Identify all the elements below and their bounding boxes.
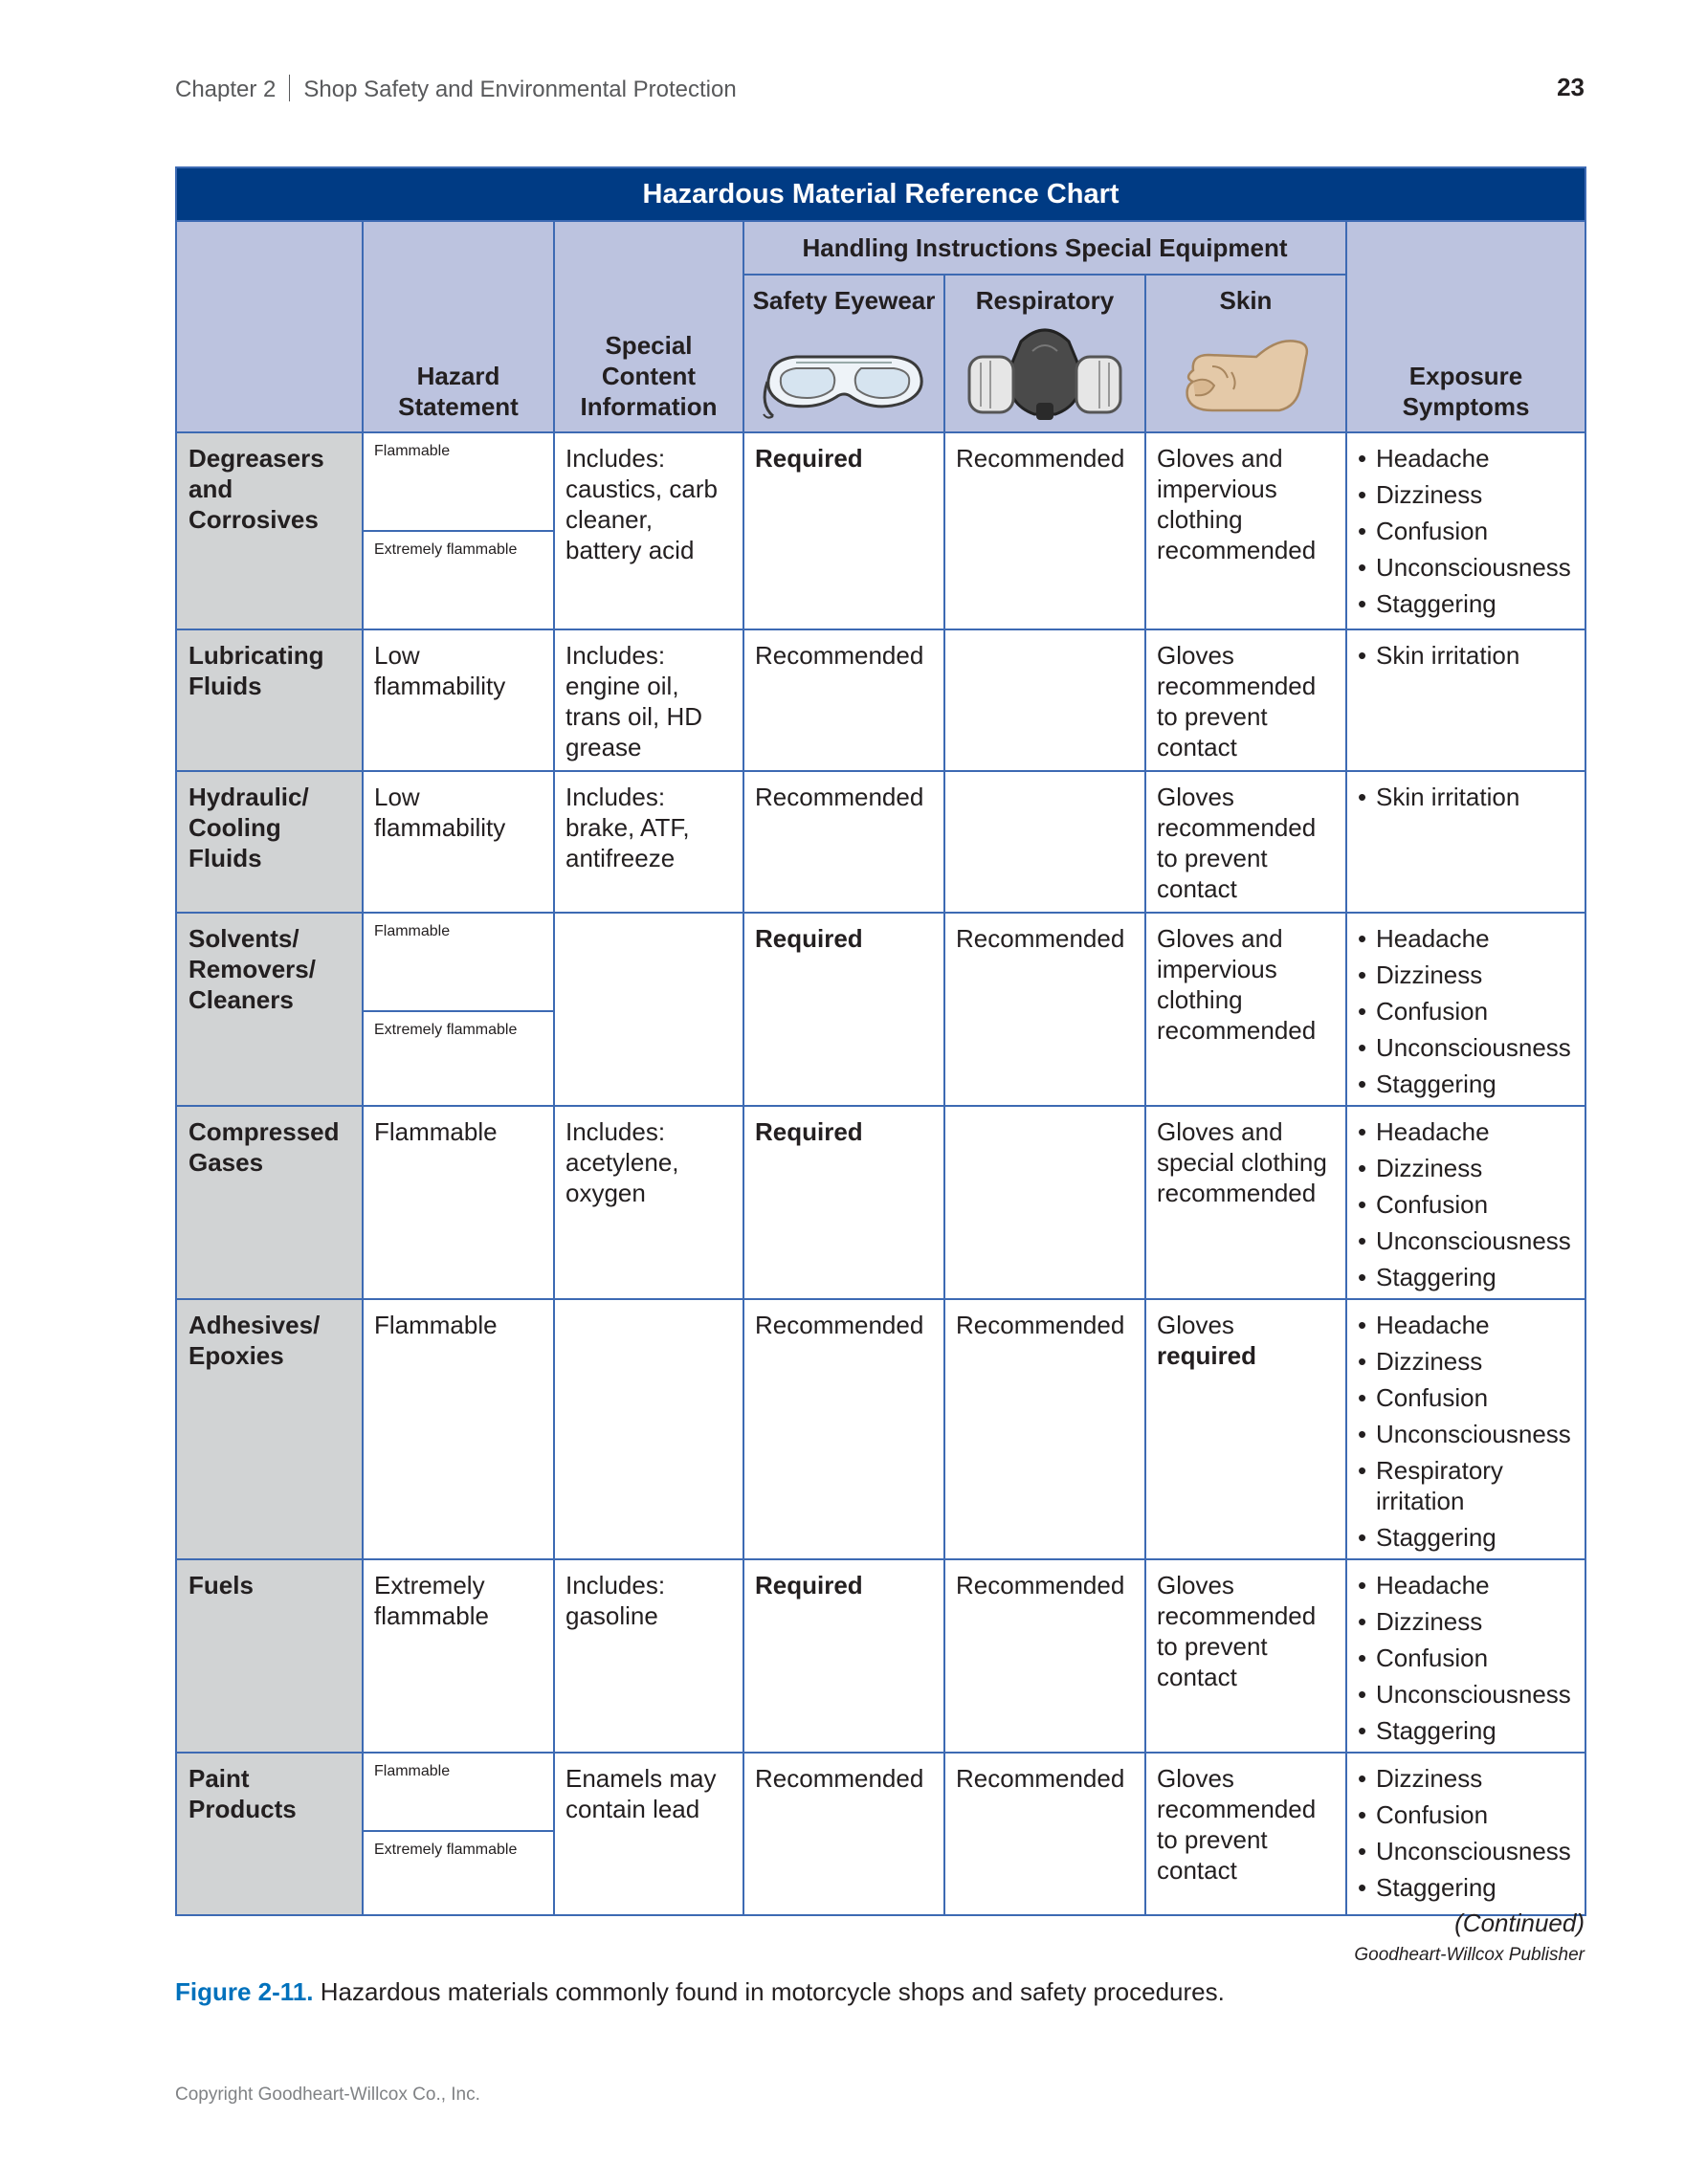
symptom-item: • Staggering <box>1358 1069 1575 1099</box>
respiratory-cell: Recommended <box>944 1559 1145 1753</box>
exposure-symptoms-header: Exposure Symptoms <box>1346 221 1585 432</box>
special-content-cell: Includes: gasoline <box>554 1559 743 1753</box>
table-row <box>176 771 1585 913</box>
hazard-statement-primary: Flammable <box>364 914 553 1012</box>
eyewear-cell: Recommended <box>743 1299 944 1559</box>
publisher-credit: Goodheart-Willcox Publisher <box>1354 1945 1585 1965</box>
table-row <box>176 1753 1585 1915</box>
symptom-item: • Headache <box>1358 1116 1575 1147</box>
respiratory-cell: Recommended <box>944 1299 1145 1559</box>
symptom-item: • Confusion <box>1358 1382 1575 1413</box>
symptom-item: • Headache <box>1358 443 1575 474</box>
skin-text: Gloves <box>1157 1311 1234 1339</box>
symptom-item: • Skin irritation <box>1358 782 1575 812</box>
symptom-item: • Unconsciousness <box>1358 1419 1575 1449</box>
respiratory-cell <box>944 1106 1145 1299</box>
safety-eyewear-label: Safety Eyewear <box>752 286 936 315</box>
special-content-cell: Includes: brake, ATF, antifreeze <box>554 771 743 913</box>
skin-cell: Gloves recommended to prevent contact <box>1145 629 1346 771</box>
skin-cell: Gloves and impervious clothing recommended <box>1145 432 1346 629</box>
eyewear-cell: Required <box>743 432 944 629</box>
category-cell: Solvents/ Removers/ Cleaners <box>176 913 363 1106</box>
category-cell: Hydraulic/ Cooling Fluids <box>176 771 363 913</box>
special-content-header: Special Content Information <box>554 221 743 432</box>
respiratory-cell: Recommended <box>944 432 1145 629</box>
respiratory-label: Respiratory <box>975 286 1115 315</box>
table-row <box>176 913 1585 1106</box>
hazard-statement-cell <box>363 1753 554 1915</box>
skin-cell: Gloves and special clothing recommended <box>1145 1106 1346 1299</box>
running-head-chapter <box>175 75 737 103</box>
symptom-item: • Dizziness <box>1358 1153 1575 1183</box>
eyewear-cell: Required <box>743 1106 944 1299</box>
hazard-statement-primary: Flammable <box>364 1754 553 1832</box>
symptom-item: • Headache <box>1358 923 1575 954</box>
symptom-item: • Dizziness <box>1358 960 1575 990</box>
hazard-statement-cell <box>363 432 554 629</box>
symptom-item: • Dizziness <box>1358 1346 1575 1377</box>
hazard-statement-cell: Flammable <box>363 1106 554 1299</box>
hazard-statement-secondary: Extremely flammable <box>374 541 518 558</box>
eyewear-cell: Recommended <box>743 629 944 771</box>
symptom-list <box>1358 923 1575 1099</box>
hazard-statement-cell: Extremely flammable <box>363 1559 554 1753</box>
symptom-item: • Unconsciousness <box>1358 552 1575 583</box>
figure-caption-text: Hazardous materials commonly found in motorcycle shops and safety procedures. <box>320 1977 1225 2006</box>
copyright-notice: Copyright Goodheart-Willcox Co., Inc. <box>175 2085 480 2105</box>
symptom-list <box>1358 443 1575 619</box>
safety-eyewear-header <box>743 275 944 432</box>
symptom-item: • Dizziness <box>1358 479 1575 510</box>
table-row <box>176 629 1585 771</box>
special-content-cell: Enamels may contain lead <box>554 1753 743 1915</box>
hazard-statement-primary: Flammable <box>364 433 553 532</box>
category-cell: Compressed Gases <box>176 1106 363 1299</box>
category-cell: Degreasers and Corrosives <box>176 432 363 629</box>
skin-cell: Gloves and impervious clothing recommended <box>1145 913 1346 1106</box>
skin-cell: Gloves recommended to prevent contact <box>1145 1753 1346 1915</box>
hazard-statement-cell: Flammable <box>363 1299 554 1559</box>
table-row <box>176 1106 1585 1299</box>
table-row <box>176 1559 1585 1753</box>
hazard-statement-secondary: Extremely flammable <box>374 1022 518 1038</box>
table-row <box>176 1299 1585 1559</box>
hazard-statement-cell: Low flammability <box>363 771 554 913</box>
respiratory-cell <box>944 771 1145 913</box>
symptom-item: • Headache <box>1358 1570 1575 1600</box>
symptom-list <box>1358 640 1575 671</box>
respiratory-cell: Recommended <box>944 913 1145 1106</box>
exposure-symptoms-cell <box>1346 1753 1585 1915</box>
exposure-symptoms-cell <box>1346 1559 1585 1753</box>
symptom-item: • Dizziness <box>1358 1763 1575 1794</box>
chapter-title: Shop Safety and Environmental Protection <box>303 77 737 102</box>
safety-goggles-icon <box>758 338 930 424</box>
gloved-hand-icon <box>1174 328 1318 424</box>
symptom-list <box>1358 1116 1575 1292</box>
hazard-statement-cell: Low flammability <box>363 629 554 771</box>
symptom-item: • Headache <box>1358 1310 1575 1340</box>
special-content-cell: Includes: engine oil, trans oil, HD grease <box>554 629 743 771</box>
symptom-item: • Staggering <box>1358 588 1575 619</box>
category-cell: Lubricating Fluids <box>176 629 363 771</box>
category-cell: Adhesives/ Epoxies <box>176 1299 363 1559</box>
running-head-divider <box>289 75 290 101</box>
symptom-item: • Confusion <box>1358 996 1575 1026</box>
symptom-list <box>1358 1763 1575 1903</box>
chapter-label: Chapter 2 <box>175 77 277 102</box>
symptom-item: • Confusion <box>1358 1643 1575 1673</box>
symptom-item: • Skin irritation <box>1358 640 1575 671</box>
symptom-item: • Staggering <box>1358 1872 1575 1903</box>
symptom-item: • Staggering <box>1358 1262 1575 1292</box>
symptom-list <box>1358 782 1575 812</box>
handling-instructions-header: Handling Instructions Special Equipment <box>743 221 1346 275</box>
symptom-item: • Confusion <box>1358 516 1575 546</box>
exposure-symptoms-cell <box>1346 1106 1585 1299</box>
continued-note: (Continued) <box>1454 1908 1585 1937</box>
exposure-symptoms-cell <box>1346 1299 1585 1559</box>
eyewear-cell: Recommended <box>743 1753 944 1915</box>
skin-cell <box>1145 1299 1346 1559</box>
symptom-item: • Staggering <box>1358 1715 1575 1746</box>
page-number: 23 <box>1557 73 1585 101</box>
category-cell: Paint Products <box>176 1753 363 1915</box>
special-content-cell <box>554 1299 743 1559</box>
exposure-symptoms-cell <box>1346 629 1585 771</box>
symptom-item: • Unconsciousness <box>1358 1679 1575 1710</box>
eyewear-cell: Recommended <box>743 771 944 913</box>
respiratory-cell: Recommended <box>944 1753 1145 1915</box>
skin-label: Skin <box>1219 286 1273 315</box>
chart-title: Hazardous Material Reference Chart <box>176 167 1585 221</box>
special-content-cell: Includes: acetylene, oxygen <box>554 1106 743 1299</box>
symptom-list <box>1358 1310 1575 1553</box>
symptom-item: • Staggering <box>1358 1522 1575 1553</box>
special-content-cell <box>554 913 743 1106</box>
respiratory-header <box>944 275 1145 432</box>
eyewear-cell: Required <box>743 913 944 1106</box>
eyewear-cell: Required <box>743 1559 944 1753</box>
symptom-item: • Respiratory irritation <box>1358 1455 1575 1516</box>
exposure-symptoms-cell <box>1346 432 1585 629</box>
figure-caption <box>175 1977 1225 2007</box>
skin-text-emphasis: required <box>1157 1341 1257 1370</box>
respirator-mask-icon <box>964 322 1126 424</box>
hazardous-material-chart <box>175 166 1586 1916</box>
table-row <box>176 432 1585 629</box>
skin-cell: Gloves recommended to prevent contact <box>1145 771 1346 913</box>
symptom-item: • Unconsciousness <box>1358 1225 1575 1256</box>
category-header <box>176 221 363 432</box>
symptom-item: • Unconsciousness <box>1358 1836 1575 1866</box>
category-cell: Fuels <box>176 1559 363 1753</box>
hazard-statement-secondary: Extremely flammable <box>374 1842 518 1858</box>
respiratory-cell <box>944 629 1145 771</box>
symptom-item: • Confusion <box>1358 1189 1575 1220</box>
skin-header <box>1145 275 1346 432</box>
running-head <box>175 75 1585 107</box>
figure-number: Figure 2-11. <box>175 1977 314 2006</box>
special-content-cell: Includes: caustics, carb cleaner, battery acid <box>554 432 743 629</box>
symptom-item: • Dizziness <box>1358 1606 1575 1637</box>
exposure-symptoms-cell <box>1346 913 1585 1106</box>
skin-cell: Gloves recommended to prevent contact <box>1145 1559 1346 1753</box>
symptom-list <box>1358 1570 1575 1746</box>
hazard-statement-header: Hazard Statement <box>363 221 554 432</box>
symptom-item: • Unconsciousness <box>1358 1032 1575 1063</box>
symptom-item: • Confusion <box>1358 1799 1575 1830</box>
hazard-statement-cell <box>363 913 554 1106</box>
exposure-symptoms-cell <box>1346 771 1585 913</box>
